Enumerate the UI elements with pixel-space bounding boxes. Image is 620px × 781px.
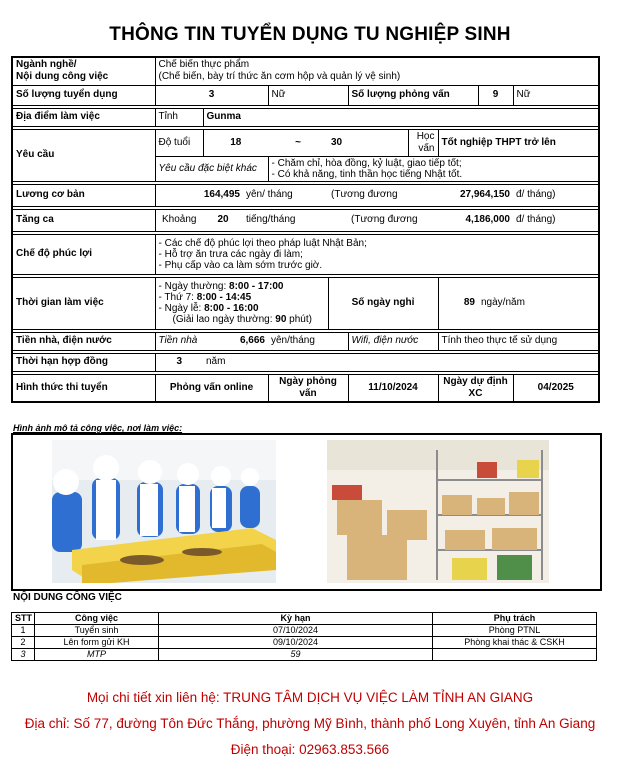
location-prefix: Tỉnh [155, 108, 203, 126]
images-caption: Hình ảnh mô tả công việc, nơi làm việc: [13, 423, 183, 433]
header-deadline: Kỳ hạn [159, 613, 433, 625]
recruit-label: Số lượng tuyển dụng [12, 85, 155, 105]
recruit-count: 3 [155, 85, 268, 105]
salary-equiv-unit: đ/ tháng) [513, 184, 599, 206]
tasks-title: NỘI DUNG CÔNG VIỆC [13, 592, 122, 603]
interview-date: 11/10/2024 [348, 374, 438, 402]
job-info-table [11, 56, 600, 403]
salary-label: Lương cơ bản [12, 184, 155, 206]
exam-method: Phỏng vấn online [155, 374, 268, 402]
departure-label: Ngày dự định XC [438, 374, 513, 402]
contract-label: Thời hạn hợp đồng [12, 353, 155, 371]
recruit-gender: Nữ [268, 85, 348, 105]
overtime-prefix: Khoảng [155, 209, 203, 231]
footer-phone: Điện thoại: 02963.853.566 [230, 742, 390, 757]
welfare-list [155, 234, 599, 274]
days-off-unit: ngày/năm [478, 277, 599, 329]
age-tilde: ~ [268, 129, 328, 156]
table-row: 1 Tuyển sinh 07/10/2024 Phòng PTNL [12, 625, 597, 637]
education-label: Học vấn [408, 129, 438, 156]
salary-equiv-amount: 27,964,150 [408, 184, 513, 206]
worktime-label: Thời gian làm việc [12, 277, 155, 329]
worktime-schedule: - Ngày thường: 8:00 - 17:00 - Thứ 7: 8:00 - 14:45 - Ngày lễ: 8:00 - 16:00 (Giải lao ngày thường: 90 phút) [155, 277, 328, 329]
requirements-label: Yêu cầu [12, 129, 155, 181]
interview-date-label: Ngày phỏng vấn [268, 374, 348, 402]
header-owner: Phụ trách [433, 613, 597, 625]
days-off-label: Số ngày nghỉ [328, 277, 438, 329]
utilities-value: Tính theo thực tế sử dụng [438, 332, 599, 350]
education-value: Tốt nghiệp THPT trở lên [438, 129, 599, 156]
rent-value: 6,666 [203, 332, 268, 350]
age-max: 30 [328, 129, 408, 156]
footer-address: Địa chỉ: Số 77, đường Tôn Đức Thắng, phường Mỹ Bình, thành phố Long Xuyên, tỉnh An Giang [24, 716, 596, 731]
rent-unit: yên/tháng [268, 332, 348, 350]
rent-label: Tiền nhà [155, 332, 203, 350]
tasks-table [11, 612, 597, 661]
overtime-hours: 20 [203, 209, 243, 231]
table-row: 2 Lên form gửi KH 09/10/2024 Phòng khai thác & CSKH [12, 637, 597, 649]
footer-contact: Mọi chi tiết xin liên hệ: TRUNG TÂM DỊCH VỤ VIỆC LÀM TỈNH AN GIANG [86, 690, 534, 705]
interview-count: 9 [478, 85, 513, 105]
food-processing-photo [52, 440, 276, 583]
warehouse-photo [327, 440, 549, 583]
interview-label: Số lượng phỏng vấn [348, 85, 478, 105]
location-label: Địa điểm làm việc [12, 108, 155, 126]
welfare-item: - Hỗ trợ ăn trưa các ngày đi làm; [158, 248, 303, 260]
contract-unit: năm [203, 353, 599, 371]
salary-amount: 164,495 [155, 184, 243, 206]
welfare-item: - Phụ cấp vào ca làm sớm trước giờ. [158, 259, 323, 271]
table-row: 3 MTP 59 [12, 649, 597, 661]
job-value: Chế biến thực phẩm (Chế biến, bày trí thức ăn cơm hộp và quản lý vệ sinh) [155, 57, 599, 85]
images-box [11, 433, 602, 591]
location-value: Gunma [203, 108, 599, 126]
welfare-label: Chế độ phúc lợi [12, 234, 155, 274]
departure-date: 04/2025 [513, 374, 599, 402]
age-min: 18 [203, 129, 268, 156]
job-label: Ngành nghề/ Nội dung công việc [12, 57, 155, 85]
utilities-label: Wifi, điện nước [348, 332, 438, 350]
header-stt: STT [12, 613, 35, 625]
housing-label: Tiền nhà, điện nước [12, 332, 155, 350]
overtime-equiv-label: (Tương đương [348, 209, 438, 231]
header-task: Công việc [35, 613, 159, 625]
overtime-equiv-unit: đ/ tháng) [513, 209, 599, 231]
salary-unit: yên/ tháng [243, 184, 328, 206]
salary-equiv-label: (Tương đương [328, 184, 408, 206]
overtime-unit: tiếng/tháng [243, 209, 348, 231]
special-label: Yêu cầu đặc biệt khác [155, 156, 268, 181]
contract-value: 3 [155, 353, 203, 371]
tasks-header [12, 613, 597, 625]
special-value: - Chăm chỉ, hòa đồng, kỷ luật, giao tiếp tốt; - Có khả năng, tinh thần học tiếng Nhật tốt. [268, 156, 599, 181]
page-title: THÔNG TIN TUYỂN DỤNG TU NGHIỆP SINH [109, 24, 511, 45]
interview-gender: Nữ [513, 85, 599, 105]
welfare-item: - Các chế độ phúc lợi theo pháp luật Nhật Bản; [158, 237, 367, 249]
exam-label: Hình thức thi tuyển [12, 374, 155, 402]
overtime-equiv-amount: 4,186,000 [438, 209, 513, 231]
age-label: Độ tuổi [155, 129, 203, 156]
days-off-value: 89 [438, 277, 478, 329]
overtime-label: Tăng ca [12, 209, 155, 231]
